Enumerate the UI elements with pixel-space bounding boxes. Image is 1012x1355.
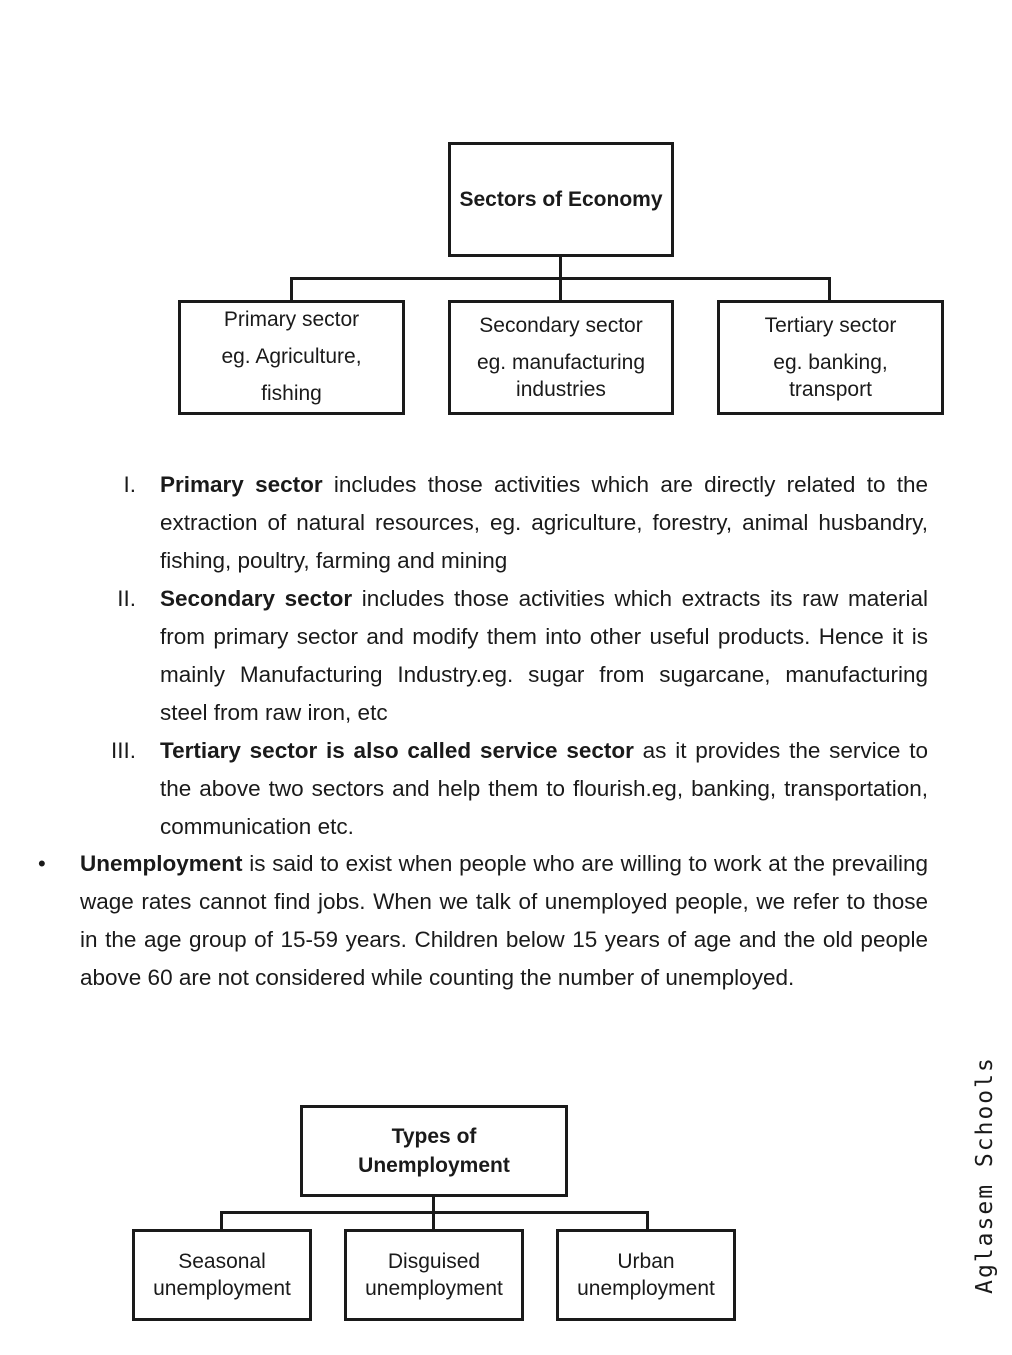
connector-line [432, 1211, 435, 1231]
sectors-root-box [448, 142, 674, 257]
unemployment-root-box [300, 1105, 568, 1197]
unemployment-text: is said to exist when people who are willing to work at the prevailing wage rates cannot find jobs. When we talk of unemployed people, we refer to those in the age group of 15-59 years. Children below 15 years of age and the old people above 60 are not considered while counting the number of unemployed. [80, 851, 928, 990]
urban-unemployment-box [556, 1229, 736, 1321]
secondary-sector-box [448, 300, 674, 415]
list-item [80, 732, 928, 846]
connector-line [290, 277, 293, 302]
primary-sector-name: Primary sector [223, 308, 360, 332]
disguised-unemployment-box [344, 1229, 524, 1321]
primary-sector-box [178, 300, 405, 415]
seasonal-unemployment-box [132, 1229, 312, 1321]
unemployment-root-label: Types of Unemployment [358, 1124, 510, 1177]
seasonal-unemployment-label: Seasonal unemployment [153, 1249, 291, 1300]
list-numeral: III. [110, 738, 136, 763]
secondary-sector-name: Secondary sector [479, 313, 643, 337]
connector-line [646, 1211, 649, 1231]
sector-list [80, 466, 928, 846]
list-item-text: includes those activities which extracts its raw material from primary sector and modify them into other useful products. Hence it is mainly Manufacturing Industry.eg. sugar from sugarcane, manufacturing steel from raw iron, etc [160, 586, 928, 725]
connector-line [559, 255, 562, 279]
list-item-term: Tertiary sector is also called service sector [160, 738, 634, 763]
primary-sector-example: eg. Agriculture, fishing [221, 345, 362, 405]
list-item-term: Secondary sector [160, 586, 353, 611]
list-item-term: Primary sector [160, 472, 323, 497]
secondary-sector-example: eg. manufacturing industries [476, 350, 646, 402]
sectors-root-label: Sectors of Economy [459, 187, 663, 211]
watermark-text: Aglasem Schools [972, 1056, 998, 1294]
list-item [80, 466, 928, 580]
list-item-text: includes those activities which are directly related to the extraction of natural resources, eg. agriculture, forestry, animal husbandry, fishing, poultry, farming and mining [160, 472, 929, 573]
urban-unemployment-label: Urban unemployment [577, 1249, 715, 1300]
list-item [80, 580, 928, 732]
list-item-text: as it provides the service to the above two sectors and help them to flourish.eg, banking, transportation, communication etc. [160, 738, 928, 839]
tertiary-sector-name: Tertiary sector [764, 313, 897, 337]
unemployment-paragraph [38, 845, 928, 997]
tertiary-sector-box [717, 300, 944, 415]
bullet-marker: • [38, 851, 46, 876]
connector-line [559, 277, 562, 302]
connector-line [828, 277, 831, 302]
tertiary-sector-example: eg. banking, transport [773, 350, 888, 402]
unemployment-term: Unemployment [80, 851, 243, 876]
list-numeral: II. [117, 586, 136, 611]
connector-line [220, 1211, 223, 1231]
list-numeral: I. [123, 472, 136, 497]
disguised-unemployment-label: Disguised unemployment [365, 1249, 503, 1300]
